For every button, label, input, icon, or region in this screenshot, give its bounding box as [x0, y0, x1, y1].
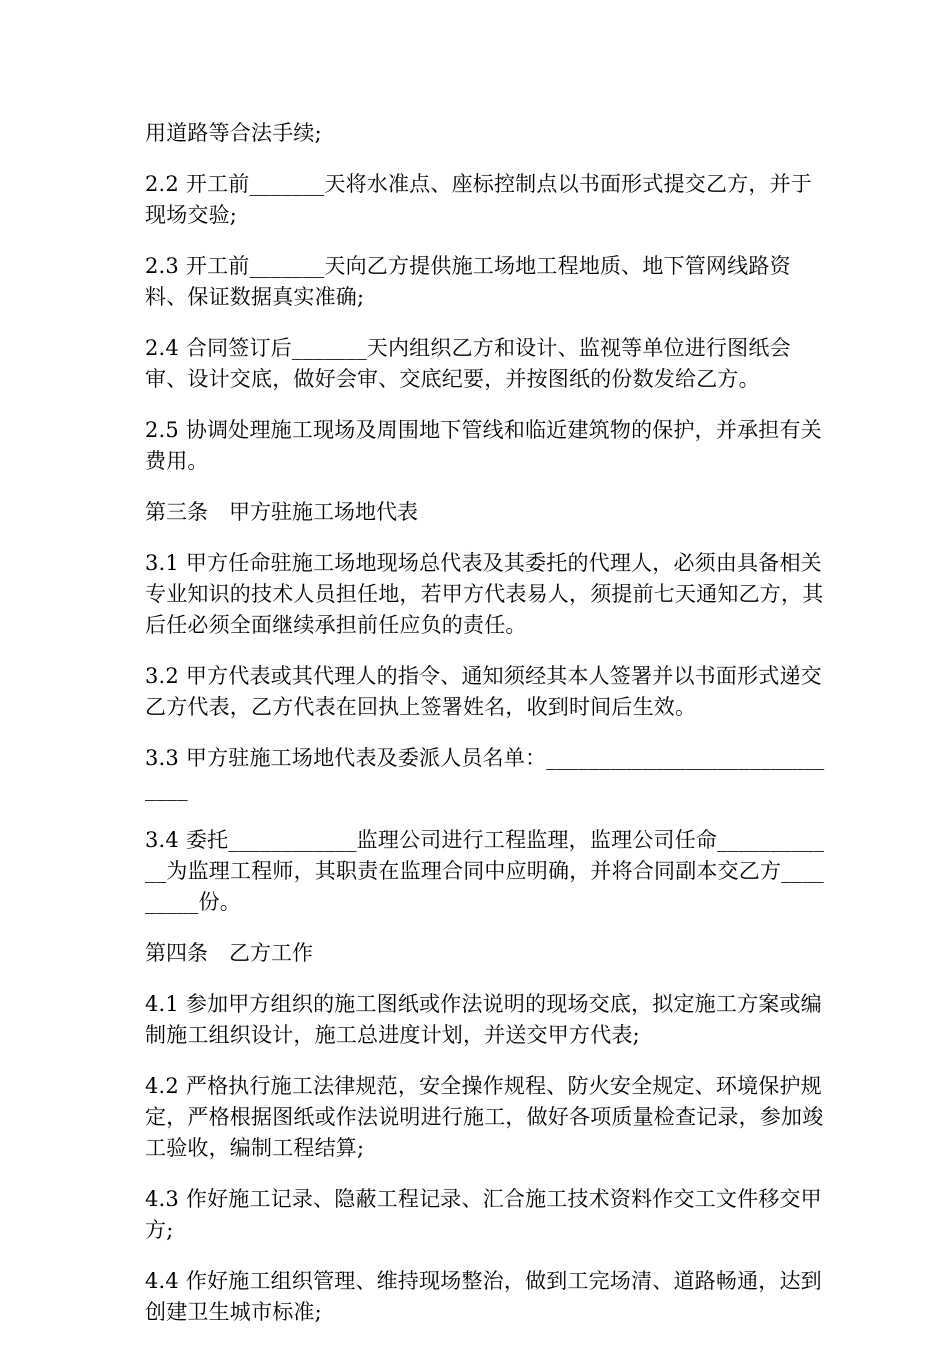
clause-2-2: 2.2 开工前_______天将水准点、座标控制点以书面形式提交乙方，并于现场交验; — [145, 172, 812, 227]
clause-2-4: 2.4 合同签订后_______天内组织乙方和设计、监视等单位进行图纸会审、设计交底，做好会审、交底纪要，并按图纸的份数发给乙方。 — [145, 336, 791, 391]
clause-4-1: 4.1 参加甲方组织的施工图纸或作法说明的现场交底，拟定施工方案或编制施工组织设计，施工总进度计划，并送交甲方代表; — [145, 992, 822, 1047]
clause-4-3: 4.3 作好施工记录、隐蔽工程记录、汇合施工技术资料作交工文件移交甲方; — [145, 1187, 822, 1242]
clause-3-1: 3.1 甲方任命驻施工场地现场总代表及其委托的代理人，必须由具备相关专业知识的技术人员担任地，若甲方代表易人，须提前七天通知乙方，其后任必须全面继续承担前任应负的责任。 — [145, 551, 824, 637]
clause-3-3: 3.3 甲方驻施工场地代表及委派人员名单：______________________________ — [145, 746, 825, 801]
clause-4-4: 4.4 作好施工组织管理、维持现场整治，做到工完场清、道路畅通，达到创建卫生城市标准; — [145, 1269, 822, 1324]
clause-2-5: 2.5 协调处理施工现场及周围地下管线和临近建筑物的保护，并承担有关费用。 — [145, 418, 822, 473]
article-4-heading: 第四条 乙方工作 — [145, 941, 313, 965]
clause-4-2: 4.2 严格执行施工法律规范，安全操作规程、防火安全规定、环境保护规定，严格根据图纸或作法说明进行施工，做好各项质量检查记录，参加竣工验收，编制工程结算; — [145, 1074, 824, 1160]
clause-3-4: 3.4 委托____________监理公司进行工程监理，监理公司任命____________为监理工程师，其职责在监理合同中应明确，并将合同副本交乙方_________份。 — [145, 828, 825, 914]
document-page — [145, 118, 825, 1348]
clause-3-2: 3.2 甲方代表或其代理人的指令、通知须经其本人签署并以书面形式递交乙方代表，乙方代表在回执上签署姓名，收到时间后生效。 — [145, 664, 822, 719]
article-3-heading: 第三条 甲方驻施工场地代表 — [145, 500, 418, 524]
clause-2-3: 2.3 开工前_______天向乙方提供施工场地工程地质、地下管网线路资料、保证数据真实准确; — [145, 254, 791, 309]
paragraph-road-procedures: 用道路等合法手续; — [145, 121, 322, 145]
